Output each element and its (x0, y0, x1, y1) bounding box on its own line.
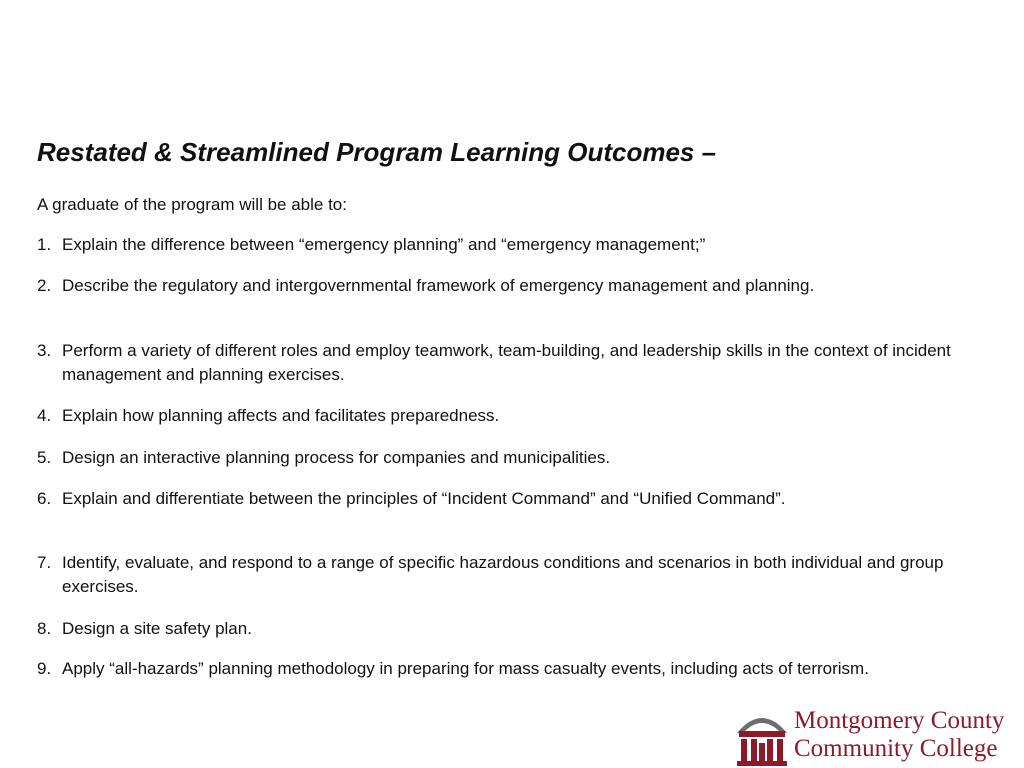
item-text: Design an interactive planning process for companies and municipalities. (62, 448, 611, 467)
item-number: 7. (37, 553, 52, 572)
item-text: Describe the regulatory and intergovernmental framework of emergency management and planning. (62, 276, 815, 295)
logo-text-line-2: Community College (794, 735, 998, 762)
item-text: Design a site safety plan. (62, 619, 252, 638)
item-number: 4. (37, 406, 52, 425)
item-number: 5. (37, 448, 52, 467)
list-item (37, 551, 997, 599)
list-item (37, 446, 997, 470)
list-item (37, 617, 997, 641)
list-item (37, 657, 997, 681)
list-item (37, 339, 997, 387)
item-number: 8. (37, 619, 52, 638)
item-text: Apply “all-hazards” planning methodology in preparing for mass casualty events, including acts of terrorism. (62, 659, 869, 678)
item-text: Explain how planning affects and facilitates preparedness. (62, 406, 500, 425)
college-logo (735, 707, 1024, 768)
item-number: 3. (37, 341, 52, 360)
item-text: Identify, evaluate, and respond to a range of specific hazardous conditions and scenarios in both individual and group exercises. (62, 553, 944, 596)
intro-text: A graduate of the program will be able to: (37, 195, 347, 214)
list-item (37, 487, 997, 511)
college-building-icon (735, 709, 789, 767)
list-item (37, 404, 997, 428)
logo-text-line-1: Montgomery County (794, 707, 1005, 734)
item-text: Explain and differentiate between the principles of “Incident Command” and “Unified Command”. (62, 489, 786, 508)
item-number: 6. (37, 489, 52, 508)
item-number: 1. (37, 235, 52, 254)
item-number: 2. (37, 276, 52, 295)
item-text: Perform a variety of different roles and employ teamwork, team-building, and leadership skills in the context of incident management and planning exercises. (62, 341, 951, 384)
slide-title: Restated & Streamlined Program Learning Outcomes – (37, 137, 717, 167)
item-number: 9. (37, 659, 52, 678)
item-text: Explain the difference between “emergency planning” and “emergency management;” (62, 235, 706, 254)
list-item (37, 274, 887, 298)
list-item (37, 233, 997, 257)
